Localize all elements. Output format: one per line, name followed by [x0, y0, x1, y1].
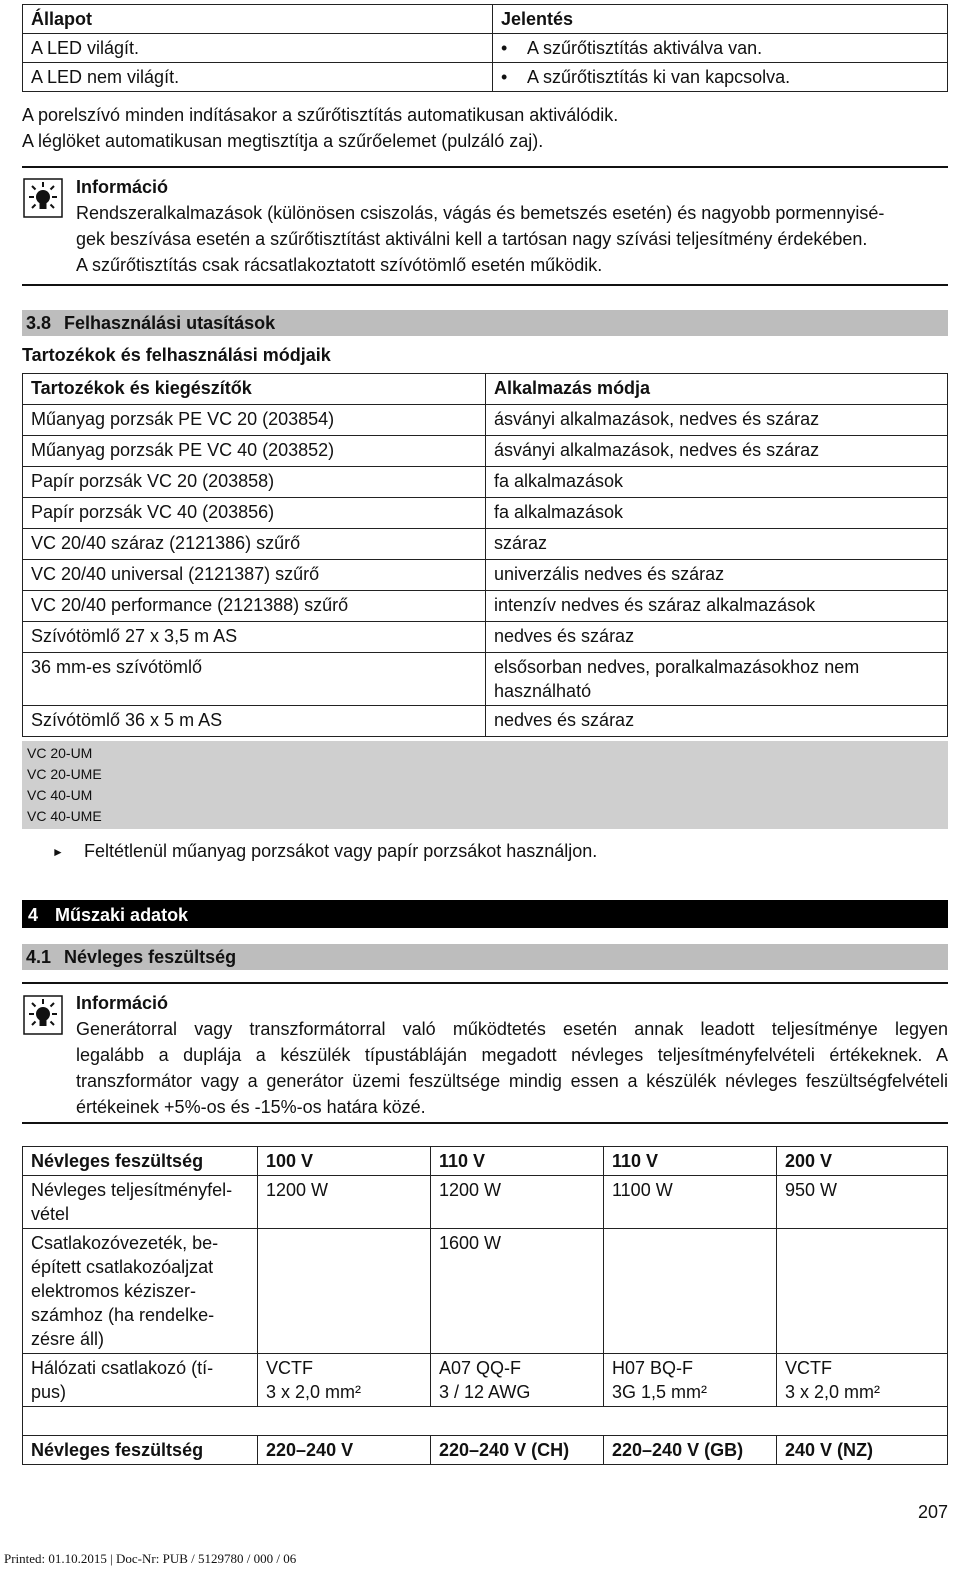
- info-line: legalább a duplája a készülék típustábláján megadott névleges teljesítményfelvételi értékeknek. A: [76, 1045, 948, 1065]
- info-line: Generátorral vagy transzformátorral való működtetés esetén annak leadott teljesítménye legyen: [76, 1019, 948, 1039]
- cell-line: épített csatlakozóaljzat: [31, 1257, 214, 1277]
- info-line: gek beszívása esetén a szűrőtisztítást aktiválni kell a tartósan nagy szívási teljesítmény érdekében.: [76, 229, 868, 249]
- table-row: [23, 529, 948, 560]
- table-header-row: [23, 1147, 948, 1176]
- cell-line: Csatlakozóvezeték, be-: [31, 1233, 219, 1253]
- table-cell: 1100 W: [604, 1176, 777, 1229]
- table-cell: Műanyag porzsák PE VC 40 (203852): [23, 436, 486, 467]
- cell-line: H07 BQ-F: [612, 1358, 694, 1378]
- table-cell: [23, 1176, 258, 1229]
- table-row: [23, 1229, 948, 1354]
- table-cell: VC 20/40 száraz (2121386) szűrő: [23, 529, 486, 560]
- table-cell: VC 20/40 performance (2121388) szűrő: [23, 591, 486, 622]
- table-cell: Műanyag porzsák PE VC 20 (203854): [23, 405, 486, 436]
- cell-line: VCTF: [785, 1358, 832, 1378]
- info-text: [76, 200, 948, 278]
- cell-line: elektromos kéziszer-: [31, 1281, 197, 1301]
- table-cell: 1200 W: [258, 1176, 431, 1229]
- divider: [22, 982, 948, 984]
- table-cell: [258, 1354, 431, 1407]
- voltage-table: [22, 1146, 948, 1465]
- info-title: Információ: [76, 177, 169, 197]
- section-title: Felhasználási utasítások: [64, 313, 276, 333]
- section-number: 4.1: [26, 947, 52, 967]
- table-cell: [23, 1229, 258, 1354]
- table-cell: Papír porzsák VC 40 (203856): [23, 498, 486, 529]
- table-cell: nedves és száraz: [486, 622, 948, 653]
- table-cell: 36 mm-es szívótömlő: [23, 653, 486, 706]
- cell-line: zésre áll): [31, 1329, 105, 1349]
- table-header: Névleges feszültség: [23, 1147, 258, 1176]
- cell-line: használható: [494, 681, 592, 701]
- table-row: [23, 1407, 948, 1436]
- table-cell: nedves és száraz: [486, 706, 948, 737]
- model-name: VC 20-UM: [27, 745, 93, 761]
- table-header: 110 V: [604, 1147, 777, 1176]
- cell-line: vétel: [31, 1204, 70, 1224]
- status-table: [22, 4, 948, 92]
- table-header: 110 V: [431, 1147, 604, 1176]
- page-number: 207: [917, 1502, 948, 1522]
- table-cell: ásványi alkalmazások, nedves és száraz: [486, 405, 948, 436]
- instruction-text: Feltétlenül műanyag porzsákot vagy papír porzsákot használjon.: [84, 841, 598, 861]
- section-heading: [22, 310, 948, 336]
- divider: [22, 1122, 948, 1124]
- table-header: 220–240 V (GB): [604, 1436, 777, 1465]
- info-line: A szűrőtisztítás csak rácsatlakoztatott szívótömlő esetén működik.: [76, 255, 603, 275]
- cell-line: 3 x 2,0 mm²: [785, 1382, 881, 1402]
- table-header: 240 V (NZ): [777, 1436, 948, 1465]
- info-text: [76, 1016, 948, 1120]
- table-cell: [493, 63, 948, 92]
- table-cell: [777, 1354, 948, 1407]
- section-number: 3.8: [26, 313, 52, 333]
- table-row: [23, 467, 948, 498]
- table-cell: A LED világít.: [23, 34, 493, 63]
- table-cell: Szívótömlő 27 x 3,5 m AS: [23, 622, 486, 653]
- model-name: VC 20-UME: [27, 766, 102, 782]
- table-header: Alkalmazás módja: [486, 374, 948, 405]
- cell-line: 3G 1,5 mm²: [612, 1382, 708, 1402]
- table-cell: 950 W: [777, 1176, 948, 1229]
- table-cell: fa alkalmazások: [486, 467, 948, 498]
- table-cell: [604, 1354, 777, 1407]
- table-cell: száraz: [486, 529, 948, 560]
- table-header: Tartozékok és kiegészítők: [23, 374, 486, 405]
- table-header: Névleges feszültség: [23, 1436, 258, 1465]
- table-header: 200 V: [777, 1147, 948, 1176]
- print-footer: Printed: 01.10.2015 | Doc-Nr: PUB / 5129780 / 000 / 06: [4, 1551, 297, 1566]
- cell-text: A szűrőtisztítás ki van kapcsolva.: [527, 67, 791, 87]
- table-cell: [23, 1354, 258, 1407]
- cell-text: A szűrőtisztítás aktiválva van.: [527, 38, 763, 58]
- info-line: transzformátor vagy a generátor üzemi feszültsége mindig essen a készülék névleges feszültségfelvételi: [76, 1071, 948, 1091]
- table-cell: A LED nem világít.: [23, 63, 493, 92]
- table-row: [23, 498, 948, 529]
- cell-line: 3 x 2,0 mm²: [266, 1382, 362, 1402]
- bullet: •: [501, 38, 508, 58]
- table-header: 220–240 V: [258, 1436, 431, 1465]
- info-line: Rendszeralkalmazások (különösen csiszolás, vágás és bemetszés esetén) és nagyobb pormennyisé-: [76, 203, 885, 223]
- cell-line: számhoz (ha rendelke-: [31, 1305, 215, 1325]
- table-row: [23, 34, 948, 63]
- section-number: 4: [28, 905, 39, 925]
- divider: [22, 166, 948, 168]
- table-cell: [486, 653, 948, 706]
- section-heading: [22, 900, 948, 928]
- table-row: [23, 405, 948, 436]
- cell-line: Hálózati csatlakozó (tí-: [31, 1358, 214, 1378]
- lightbulb-icon: [23, 995, 63, 1035]
- section-title: Névleges feszültség: [64, 947, 237, 967]
- divider: [22, 284, 948, 286]
- table-cell: 1200 W: [431, 1176, 604, 1229]
- info-title: Információ: [76, 993, 169, 1013]
- table-row: [23, 436, 948, 467]
- table-cell: [258, 1229, 431, 1354]
- lightbulb-icon: [23, 178, 63, 218]
- table-row: [23, 1354, 948, 1407]
- table-cell: ásványi alkalmazások, nedves és száraz: [486, 436, 948, 467]
- table-cell: [431, 1354, 604, 1407]
- table-row: [23, 591, 948, 622]
- cell-line: Névleges teljesítményfel-: [31, 1180, 233, 1200]
- paragraph: A léglöket automatikusan megtisztítja a szűrőelemet (pulzáló zaj).: [22, 131, 544, 151]
- instruction: [52, 838, 597, 865]
- table-header: 100 V: [258, 1147, 431, 1176]
- table-cell: intenzív nedves és száraz alkalmazások: [486, 591, 948, 622]
- arrow-marker-icon: ►: [52, 845, 64, 859]
- subheading: Tartozékok és felhasználási módjaik: [22, 345, 331, 365]
- bullet: •: [501, 67, 508, 87]
- table-cell: [777, 1229, 948, 1354]
- table-row: [23, 653, 948, 706]
- table-cell: [493, 34, 948, 63]
- info-line: értékeinek +5%-os és -15%-os határa közé.: [76, 1097, 426, 1117]
- table-header: 220–240 V (CH): [431, 1436, 604, 1465]
- table-row: [23, 63, 948, 92]
- cell-line: pus): [31, 1382, 67, 1402]
- section-title: Műszaki adatok: [55, 905, 189, 925]
- table-cell: univerzális nedves és száraz: [486, 560, 948, 591]
- table-cell: VC 20/40 universal (2121387) szűrő: [23, 560, 486, 591]
- table-row: [23, 1176, 948, 1229]
- table-header: Jelentés: [493, 5, 948, 34]
- model-list: [27, 743, 102, 827]
- table-cell: Szívótömlő 36 x 5 m AS: [23, 706, 486, 737]
- table-header: Állapot: [23, 5, 493, 34]
- table-header-row: [23, 1436, 948, 1465]
- paragraph: A porelszívó minden indításakor a szűrőtisztítás automatikusan aktiválódik.: [22, 105, 619, 125]
- table-cell: 1600 W: [431, 1229, 604, 1354]
- table-cell: fa alkalmazások: [486, 498, 948, 529]
- cell-line: 3 / 12 AWG: [439, 1382, 531, 1402]
- table-row: [23, 622, 948, 653]
- accessories-table: [22, 373, 948, 737]
- model-name: VC 40-UM: [27, 787, 93, 803]
- table-cell: Papír porzsák VC 20 (203858): [23, 467, 486, 498]
- table-row: [23, 560, 948, 591]
- table-cell: [604, 1229, 777, 1354]
- cell-line: VCTF: [266, 1358, 313, 1378]
- table-row: [23, 706, 948, 737]
- empty-row: [23, 1407, 948, 1436]
- model-name: VC 40-UME: [27, 808, 102, 824]
- cell-line: elsősorban nedves, poralkalmazásokhoz nem: [494, 657, 860, 677]
- models-box: [22, 741, 948, 829]
- section-heading: [22, 944, 948, 970]
- cell-line: A07 QQ-F: [439, 1358, 522, 1378]
